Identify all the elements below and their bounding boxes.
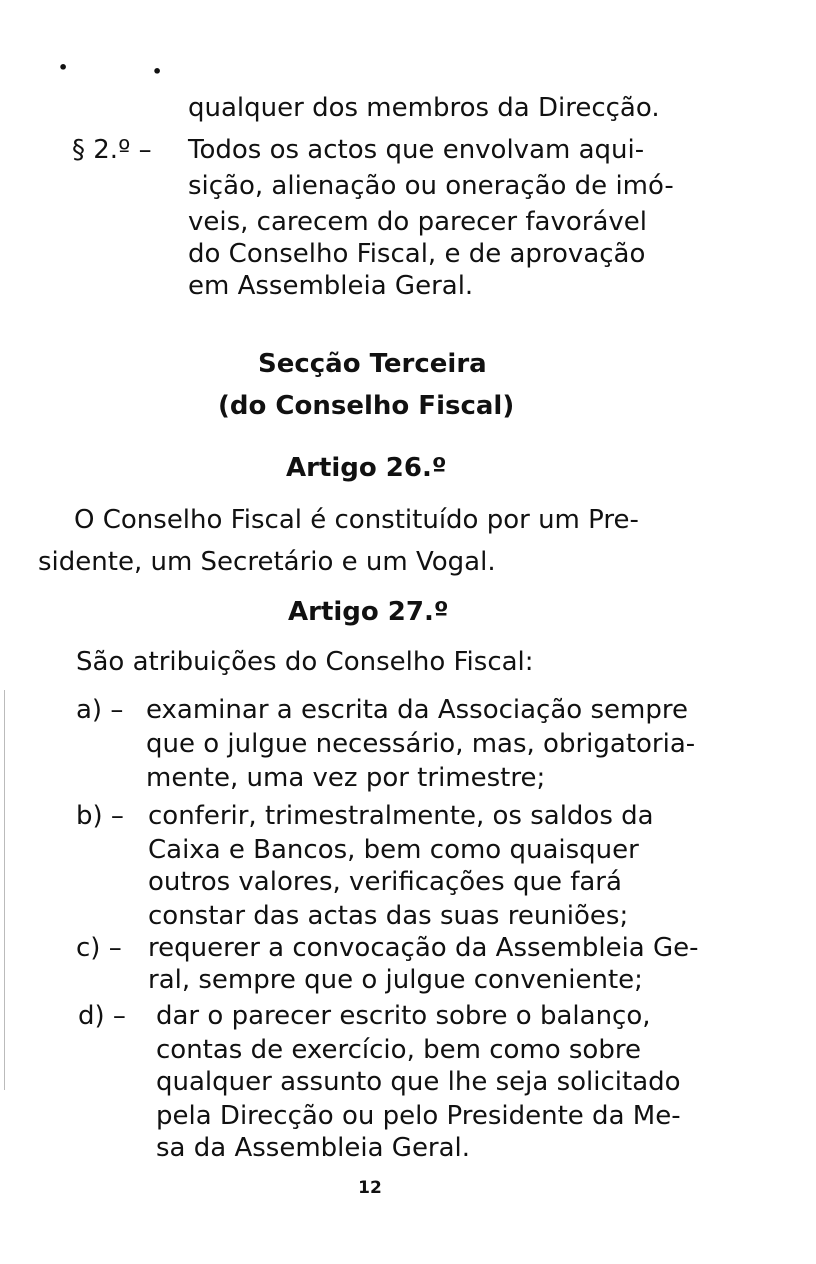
text-line: constar das actas das suas reuniões;	[148, 901, 629, 931]
text-line: Caixa e Bancos, bem como quaisquer	[148, 835, 639, 865]
text-line: examinar a escrita da Associação sempre	[146, 695, 688, 725]
paragraph-label: § 2.º –	[72, 135, 152, 165]
text-line: requerer a convocação da Assembleia Ge-	[148, 933, 699, 963]
scan-edge	[4, 690, 5, 1090]
article-heading: Artigo 26.º	[286, 453, 447, 483]
text-line: O Conselho Fiscal é constituído por um Pre-	[74, 505, 639, 535]
text-line: dar o parecer escrito sobre o balanço,	[156, 1001, 651, 1031]
text-line: conferir, trimestralmente, os saldos da	[148, 801, 654, 831]
text-line: em Assembleia Geral.	[188, 271, 474, 301]
text-line: qualquer assunto que lhe seja solicitado	[156, 1067, 681, 1097]
item-label: b) –	[76, 801, 124, 831]
text-line: outros valores, verificações que fará	[148, 867, 622, 897]
text-line: ral, sempre que o julgue conveniente;	[148, 965, 643, 995]
text-line: São atribuições do Conselho Fiscal:	[76, 647, 534, 677]
item-label: a) –	[76, 695, 124, 725]
text-line: do Conselho Fiscal, e de aprovação	[188, 239, 646, 269]
text-line: contas de exercício, bem como sobre	[156, 1035, 641, 1065]
text-line: Todos os actos que envolvam aqui-	[188, 135, 645, 165]
page-number: 12	[358, 1178, 382, 1198]
text-line: veis, carecem do parecer favorável	[188, 207, 647, 237]
text-line: mente, uma vez por trimestre;	[146, 763, 546, 793]
section-subtitle: (do Conselho Fiscal)	[218, 391, 515, 421]
speck-mark: •	[152, 62, 163, 81]
article-heading: Artigo 27.º	[288, 597, 449, 627]
text-line: sição, alienação ou oneração de imó-	[188, 171, 674, 201]
speck-mark: •	[58, 58, 69, 77]
text-line: pela Direcção ou pelo Presidente da Me-	[156, 1101, 681, 1131]
text-line: sidente, um Secretário e um Vogal.	[38, 547, 496, 577]
text-line: sa da Assembleia Geral.	[156, 1133, 471, 1163]
section-title: Secção Terceira	[258, 349, 487, 379]
item-label: d) –	[78, 1001, 126, 1031]
item-label: c) –	[76, 933, 122, 963]
text-line: que o julgue necessário, mas, obrigatoria-	[146, 729, 696, 759]
text-line: qualquer dos membros da Direcção.	[188, 93, 660, 123]
